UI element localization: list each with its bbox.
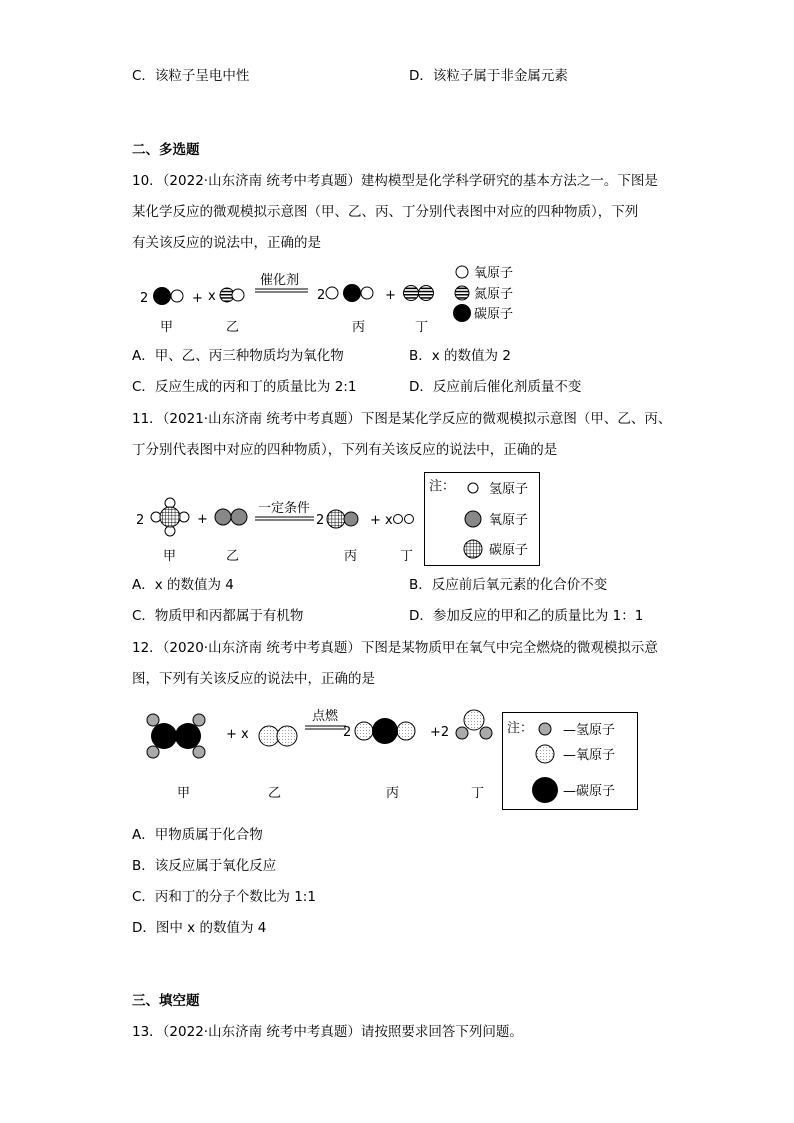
q12-label-bing: 丙: [386, 786, 400, 801]
carbon-atom-icon: [532, 777, 558, 803]
q10-option-d: D．反应前后催化剂质量不变: [409, 379, 582, 395]
q11-legend-box: [424, 472, 540, 566]
q10-stem-line-3: 有关该反应的说法中，正确的是: [132, 235, 321, 251]
q12-stem-line-2: 图，下列有关该反应的说法中，正确的是: [132, 671, 375, 687]
oxygen-atom-icon: [344, 512, 358, 526]
q12-option-a: A．甲物质属于化合物: [132, 827, 263, 843]
oxygen-atom-icon: [361, 287, 373, 299]
q12-option-c: C．丙和丁的分子个数比为 1:1: [132, 889, 316, 905]
q10-legend-oxygen: 氧原子: [474, 266, 514, 281]
q11-coef-jia: 2: [136, 513, 145, 528]
q12-label-yi: 乙: [268, 786, 282, 801]
oxygen-atom-icon: [464, 710, 484, 730]
oxygen-atom-icon: [231, 509, 247, 525]
q11-option-d: D．参加反应的甲和乙的质量比为 1：1: [409, 608, 644, 624]
q10-plus-1: +: [192, 291, 203, 306]
q11-legend-hydrogen: 氢原子: [489, 482, 529, 497]
q11-legend-carbon: 碳原子: [489, 543, 529, 558]
q10-label-jia: 甲: [160, 320, 174, 335]
oxygen-atom-icon: [465, 511, 481, 527]
oxygen-atom-icon: [259, 726, 279, 746]
hydrogen-atom-icon: [456, 727, 468, 739]
q12-condition: 点燃: [312, 709, 339, 724]
q11-legend-oxygen: 氧原子: [489, 513, 529, 528]
nitrogen-atom-icon: [455, 286, 469, 300]
q11-condition: 一定条件: [258, 501, 311, 516]
carbon-atom-icon: [175, 723, 201, 749]
q13-stem: 13．（2022·山东济南 统考中考真题）请按照要求回答下列问题。: [132, 1024, 523, 1040]
q11-label-bing: 丙: [344, 549, 358, 564]
q10-option-a: A．甲、乙、丙三种物质均为氧化物: [132, 348, 344, 364]
q10-condition: 催化剂: [260, 273, 300, 288]
q10-label-bing: 丙: [352, 320, 366, 335]
q10-stem-line-1: 10．（2022·山东济南 统考中考真题）建构模型是化学科学研究的基本方法之一。下图是: [132, 173, 658, 189]
q10-legend-nitrogen: 氮原子: [474, 287, 514, 302]
oxygen-atom-icon: [326, 287, 338, 299]
q12-legend-hydrogen: —氢原子: [563, 723, 616, 738]
carbon-atom-icon: [327, 510, 345, 528]
hydrogen-atom-icon: [394, 515, 403, 524]
oxygen-atom-icon: [215, 509, 231, 525]
q12-legend-title: 注：: [507, 721, 534, 736]
q10-option-c: C．反应生成的丙和丁的质量比为 2:1: [132, 379, 357, 395]
hydrogen-atom-icon: [193, 714, 205, 726]
carbon-atom-icon: [453, 304, 471, 322]
section-title-multiple-choice: 二、多选题: [132, 142, 200, 158]
hydrogen-atom-icon: [147, 714, 159, 726]
oxygen-atom-icon: [397, 722, 415, 740]
q11-label-yi: 乙: [226, 549, 240, 564]
q11-label-ding: 丁: [400, 549, 414, 564]
oxygen-atom-icon: [277, 726, 297, 746]
section-title-fill-in: 三、填空题: [132, 993, 200, 1009]
oxygen-atom-icon: [232, 289, 244, 301]
q11-stem-line-1: 11．（2021·山东济南 统考中考真题）下图是某化学反应的微观模拟示意图（甲、乙、丙、: [132, 411, 672, 427]
q11-legend-title: 注：: [429, 479, 456, 494]
hydrogen-atom-icon: [147, 746, 159, 758]
q12-legend-box: [502, 712, 638, 810]
q12-label-jia: 甲: [177, 786, 191, 801]
q11-plus-1: +: [197, 512, 208, 527]
hydrogen-atom-icon: [468, 483, 478, 493]
q9-option-d: D．该粒子属于非金属元素: [409, 68, 568, 84]
q12-plus-2: +2: [430, 725, 450, 740]
q12-reaction-diagram: [140, 702, 510, 807]
q10-coef-jia: 2: [140, 291, 149, 306]
q12-option-d: D．图中 x 的数值为 4: [132, 920, 267, 936]
oxygen-atom-icon: [171, 290, 183, 302]
carbon-atom-icon: [153, 287, 171, 305]
carbon-atom-icon: [372, 718, 398, 744]
q12-coef-bing: 2: [343, 725, 352, 740]
q12-plus-x: + x: [226, 727, 249, 742]
q11-reaction-diagram: [130, 490, 430, 570]
q12-label-ding: 丁: [471, 786, 485, 801]
nitrogen-atom-icon: [404, 286, 419, 301]
hydrogen-atom-icon: [405, 515, 414, 524]
q10-coef-yi: x: [208, 289, 216, 304]
q10-legend-carbon: 碳原子: [474, 307, 514, 322]
carbon-atom-icon: [160, 507, 180, 527]
oxygen-atom-icon: [456, 266, 468, 278]
q12-legend-carbon: —碳原子: [563, 784, 616, 799]
oxygen-atom-icon: [536, 745, 554, 763]
hydrogen-atom-icon: [539, 723, 551, 735]
hydrogen-atom-icon: [480, 727, 492, 739]
q10-plus-2: +: [385, 288, 396, 303]
carbon-atom-icon: [151, 723, 177, 749]
q12-stem-line-1: 12．（2020·山东济南 统考中考真题）下图是某物质甲在氧气中完全燃烧的微观模拟示意: [132, 640, 658, 656]
carbon-atom-icon: [464, 540, 482, 558]
hydrogen-atom-icon: [193, 746, 205, 758]
q11-option-b: B．反应前后氧元素的化合价不变: [409, 577, 608, 593]
q10-reaction-diagram: [130, 262, 550, 342]
q11-label-jia: 甲: [163, 549, 177, 564]
q12-legend-oxygen: —氧原子: [563, 748, 616, 763]
q11-coef-bing: 2: [316, 513, 325, 528]
carbon-atom-icon: [343, 284, 361, 302]
q12-option-b: B．该反应属于氧化反应: [132, 858, 277, 874]
nitrogen-atom-icon: [419, 286, 434, 301]
q10-option-b: B．x 的数值为 2: [409, 348, 511, 364]
q10-label-yi: 乙: [226, 320, 240, 335]
q11-option-a: A．x 的数值为 4: [132, 577, 234, 593]
q10-coef-bing: 2: [317, 288, 326, 303]
q10-label-ding: 丁: [415, 320, 429, 335]
q11-stem-line-2: 丁分别代表图中对应的四种物质），下列有关该反应的说法中，正确的是: [132, 442, 558, 458]
oxygen-atom-icon: [355, 722, 373, 740]
q11-option-c: C．物质甲和丙都属于有机物: [132, 608, 304, 624]
q11-plus-x: + x: [370, 513, 393, 528]
q10-stem-line-2: 某化学反应的微观模拟示意图（甲、乙、丙、丁分别代表图中对应的四种物质），下列: [132, 204, 639, 220]
q9-option-c: C．该粒子呈电中性: [132, 68, 250, 84]
